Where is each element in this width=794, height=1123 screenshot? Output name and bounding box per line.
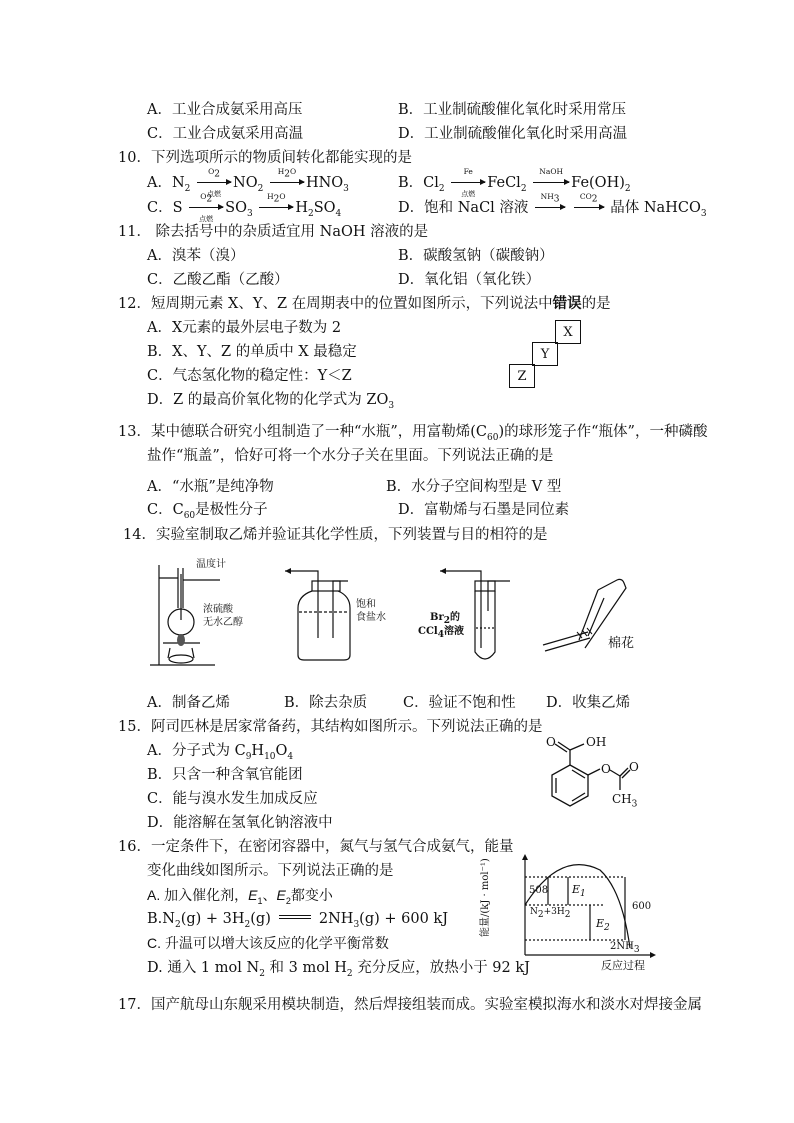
q16-option-b: $B.N_2(g) + 3H_2(g)$ $2NH_3(g) + 600$ kJ: [147, 911, 449, 930]
q16-stem-line1: 16．一定条件下，在密闭容器中，氮气与氢气合成氨气，能量: [118, 839, 514, 855]
q12-option-d: D．Z 的最高价氧化物的化学式为 $ZO_3$: [147, 392, 395, 411]
q9-option-a: A．工业合成氨采用高压: [147, 102, 303, 118]
q12-stem-emphasis: 错误: [552, 295, 582, 312]
q16-option-d: D. 通入 1 mol $N_2$ 和 3 mol $H_2$ 充分反应，放热小于 92 kJ: [147, 960, 530, 979]
q16-option-c: C. 升温可以增大该反应的化学平衡常数: [147, 935, 389, 951]
aspirin-o-acetyl: O: [629, 760, 639, 774]
q10-stem: 10．下列选项所示的物质间转化都能实现的是: [118, 150, 412, 166]
q13-option-b: B．水分子空间构型是 V 型: [386, 479, 562, 495]
periodic-cell-y: Y: [532, 342, 558, 366]
q14-option-d: D．收集乙烯: [546, 695, 631, 711]
energy-e2-label: $E_2$: [596, 917, 610, 934]
label-ccl4: CCl$_4$溶液: [418, 626, 464, 640]
q10-option-b: B．$Cl_2$ Fe 点燃 FeCl$_2$ NaOH $Fe(OH)_2$: [398, 167, 631, 198]
periodic-cell-x: X: [555, 320, 581, 344]
q10-option-d: D．饱和 NaCl 溶液 $NH_3$ $CO_2$ 晶体 NaHCO$_3$: [398, 192, 707, 219]
q12-stem: 12．短周期元素 X、Y、Z 在周期表中的位置如图所示，下列说法中错误的是: [118, 295, 611, 312]
q13-option-d: D．富勒烯与石墨是同位素: [398, 502, 570, 518]
energy-xlabel: 反应过程: [601, 959, 645, 972]
q9-option-d: D．工业制硫酸催化氧化时采用高温: [398, 126, 628, 142]
q11-stem: 11． 除去括号中的杂质适宜用 NaOH 溶液的是: [118, 224, 429, 240]
q11-option-a: A．溴苯（溴）: [147, 248, 245, 264]
q15-option-a: A．分子式为 $C_9H_{10}O_4$: [147, 743, 294, 762]
q15-option-b: B．只含一种含氧官能团: [147, 767, 303, 783]
energy-e1-label: $E_1$: [572, 883, 586, 900]
q14-option-b: B．除去杂质: [284, 695, 368, 711]
q10-option-a: A．$N_2$ $O_2$ 点燃 $NO_2$ $H_2O$ $HNO_3$: [147, 167, 349, 198]
q9-option-c: C．工业合成氨采用高温: [147, 126, 304, 142]
q17-stem: 17．国产航母山东舰采用模块制造，然后焊接组装而成。实验室模拟海水和淡水对焊接金属: [118, 997, 702, 1013]
label-cotton: 棉花: [608, 636, 635, 651]
label-conc-sulfuric: 浓硫酸: [203, 604, 233, 615]
label-ethanol: 无水乙醇: [203, 617, 243, 628]
q16-stem-line2: 变化曲线如图所示。下列说法正确的是: [147, 863, 394, 879]
q13-stem-line2: 盐作“瓶盖”，恰好可将一个水分子关在里面。下列说法正确的是: [147, 448, 554, 464]
aspirin-oh: OH: [586, 735, 607, 749]
label-saturated: 饱和: [356, 599, 376, 610]
q14-option-a: A．制备乙烯: [147, 695, 230, 711]
q12-option-b: B．X、Y、Z 的单质中 X 最稳定: [147, 344, 357, 360]
q11-option-d: D．氧化铝（氧化铁）: [398, 272, 541, 288]
q12-option-c: C．气态氢化物的稳定性：Y＜Z: [147, 368, 352, 384]
q13-option-a: A．“水瓶”是纯净物: [147, 479, 274, 495]
q14-stem: 14．实验室制取乙烯并验证其化学性质，下列装置与目的相符的是: [123, 527, 548, 543]
periodic-cell-z: Z: [509, 364, 535, 388]
q13-option-c: C．$C_{60}$是极性分子: [147, 502, 268, 521]
label-bromine: $Br_2$的: [430, 612, 460, 626]
label-thermometer: 温度计: [196, 559, 226, 570]
q11-option-c: C．乙酸乙酯（乙酸）: [147, 272, 289, 288]
aspirin-ch3: $CH_3$: [612, 792, 638, 810]
q9-option-b: B．工业制硫酸催化氧化时采用常压: [398, 102, 627, 118]
q10-option-c: C．S $O_2$ 点燃 $SO_3$ $H_2O$ $H_2SO_4$: [147, 192, 342, 223]
q15-option-c: C．能与溴水发生加成反应: [147, 791, 318, 807]
energy-reactants-label: $N_2+3H_2$: [530, 907, 571, 920]
q16-option-a: A. 加入催化剂，$E_1$、$E_2$都变小: [147, 887, 333, 906]
energy-508-label: 508: [529, 885, 549, 896]
q12-option-a: A．X元素的最外层电子数为 2: [147, 320, 342, 336]
q11-option-b: B．碳酸氢钠（碳酸钠）: [398, 248, 554, 264]
aspirin-o-carbonyl: O: [546, 735, 556, 749]
q15-stem: 15．阿司匹林是居家常备药，其结构如图所示。下列说法正确的是: [118, 719, 543, 735]
energy-products-label: $2NH_3$: [610, 941, 640, 955]
q14-option-c: C．验证不饱和性: [403, 695, 516, 711]
q15-option-d: D．能溶解在氢氧化钠溶液中: [147, 815, 333, 831]
energy-600-label: 600: [632, 901, 652, 912]
aspirin-o-ester: O: [601, 762, 611, 776]
q13-stem-line1: 13．某中德联合研究小组制造了一种“水瓶”，用富勒烯$(C_{60})$的球形笼子作“瓶体”，一种磷酸: [118, 424, 708, 443]
energy-ylabel: 能量/(kJ · mol⁻¹): [480, 858, 491, 937]
label-brine: 食盐水: [356, 612, 386, 623]
